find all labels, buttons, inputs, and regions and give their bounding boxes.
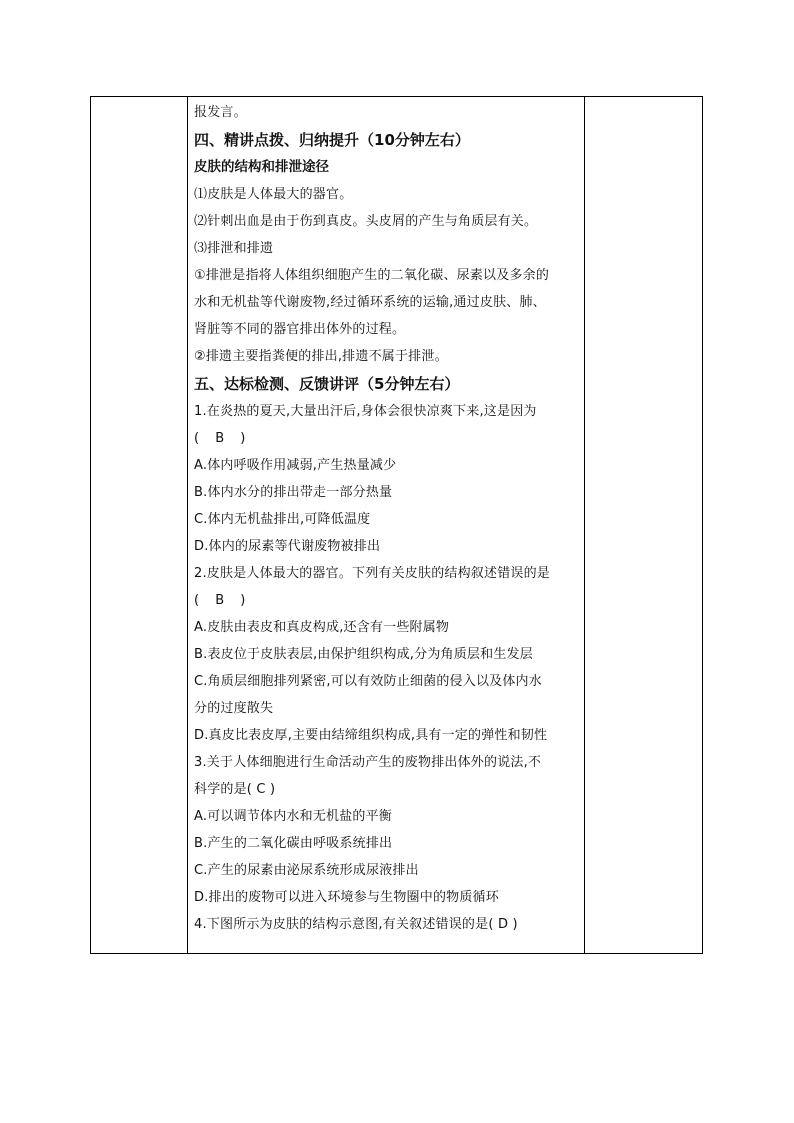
- question-2-option: D.真皮比表皮厚,主要由结缔组织构成,具有一定的弹性和韧性: [194, 728, 548, 743]
- table-row: [91, 97, 703, 954]
- question-1-option: B.体内水分的排出带走一部分热量: [194, 485, 393, 500]
- question-3-stem: 3.关于人体细胞进行生命活动产生的废物排出体外的说法,不: [194, 755, 542, 770]
- question-2-stem: 2.皮肤是人体最大的器官。下列有关皮肤的结构叙述错误的是: [194, 566, 551, 581]
- right-column-cell: [585, 97, 703, 954]
- point-line: 水和无机盐等代谢废物,经过循环系统的运输,通过皮肤、肺、: [194, 295, 546, 310]
- section4-subheading: 皮肤的结构和排泄途径: [194, 159, 329, 175]
- section4-heading: 四、精讲点拨、归纳提升（10分钟左右）: [194, 131, 470, 149]
- question-2-option: A.皮肤由表皮和真皮构成,还含有一些附属物: [194, 620, 450, 635]
- point-line: ⑴皮肤是人体最大的器官。: [194, 187, 353, 202]
- lesson-content: [188, 97, 584, 938]
- question-3-option: C.产生的尿素由泌尿系统形成尿液排出: [194, 863, 419, 878]
- point-line: ⑶排泄和排遗: [194, 241, 274, 256]
- point-line: 肾脏等不同的器官排出体外的过程。: [194, 322, 406, 337]
- section5-heading: 五、达标检测、反馈讲评（5分钟左右）: [194, 375, 460, 393]
- content-column-cell: [188, 97, 585, 954]
- question-1-option: A.体内呼吸作用减弱,产生热量减少: [194, 458, 397, 473]
- question-2-option: C.角质层细胞排列紧密,可以有效防止细菌的侵入以及体内水: [194, 674, 542, 689]
- question-2-option: 分的过度散失: [194, 701, 274, 716]
- point-line: ②排遗主要指粪便的排出,排遗不属于排泄。: [194, 349, 448, 364]
- point-line: ⑵针刺出血是由于伤到真皮。头皮屑的产生与角质层有关。: [194, 214, 538, 229]
- carryover-text: 报发言。: [194, 105, 247, 120]
- lesson-plan-table: [90, 96, 703, 954]
- question-2-option: B.表皮位于皮肤表层,由保护组织构成,分为角质层和生发层: [194, 647, 533, 662]
- question-1-option: D.体内的尿素等代谢废物被排出: [194, 539, 381, 554]
- question-2-answer: ( B ): [194, 593, 252, 608]
- question-1-stem: 1.在炎热的夏天,大量出汗后,身体会很快凉爽下来,这是因为: [194, 404, 537, 419]
- question-4-stem: 4.下图所示为皮肤的结构示意图,有关叙述错误的是( D ): [194, 917, 518, 932]
- question-3-option: A.可以调节体内水和无机盐的平衡: [194, 809, 392, 824]
- point-line: ①排泄是指将人体组织细胞产生的二氧化碳、尿素以及多余的: [194, 268, 550, 283]
- question-1-option: C.体内无机盐排出,可降低温度: [194, 512, 371, 527]
- question-1-answer: ( B ): [194, 431, 252, 446]
- question-3-stem: 科学的是( C ): [194, 782, 276, 797]
- question-3-option: D.排出的废物可以进入环境参与生物圈中的物质循环: [194, 890, 499, 905]
- left-column-cell: [91, 97, 188, 954]
- question-3-option: B.产生的二氧化碳由呼吸系统排出: [194, 836, 393, 851]
